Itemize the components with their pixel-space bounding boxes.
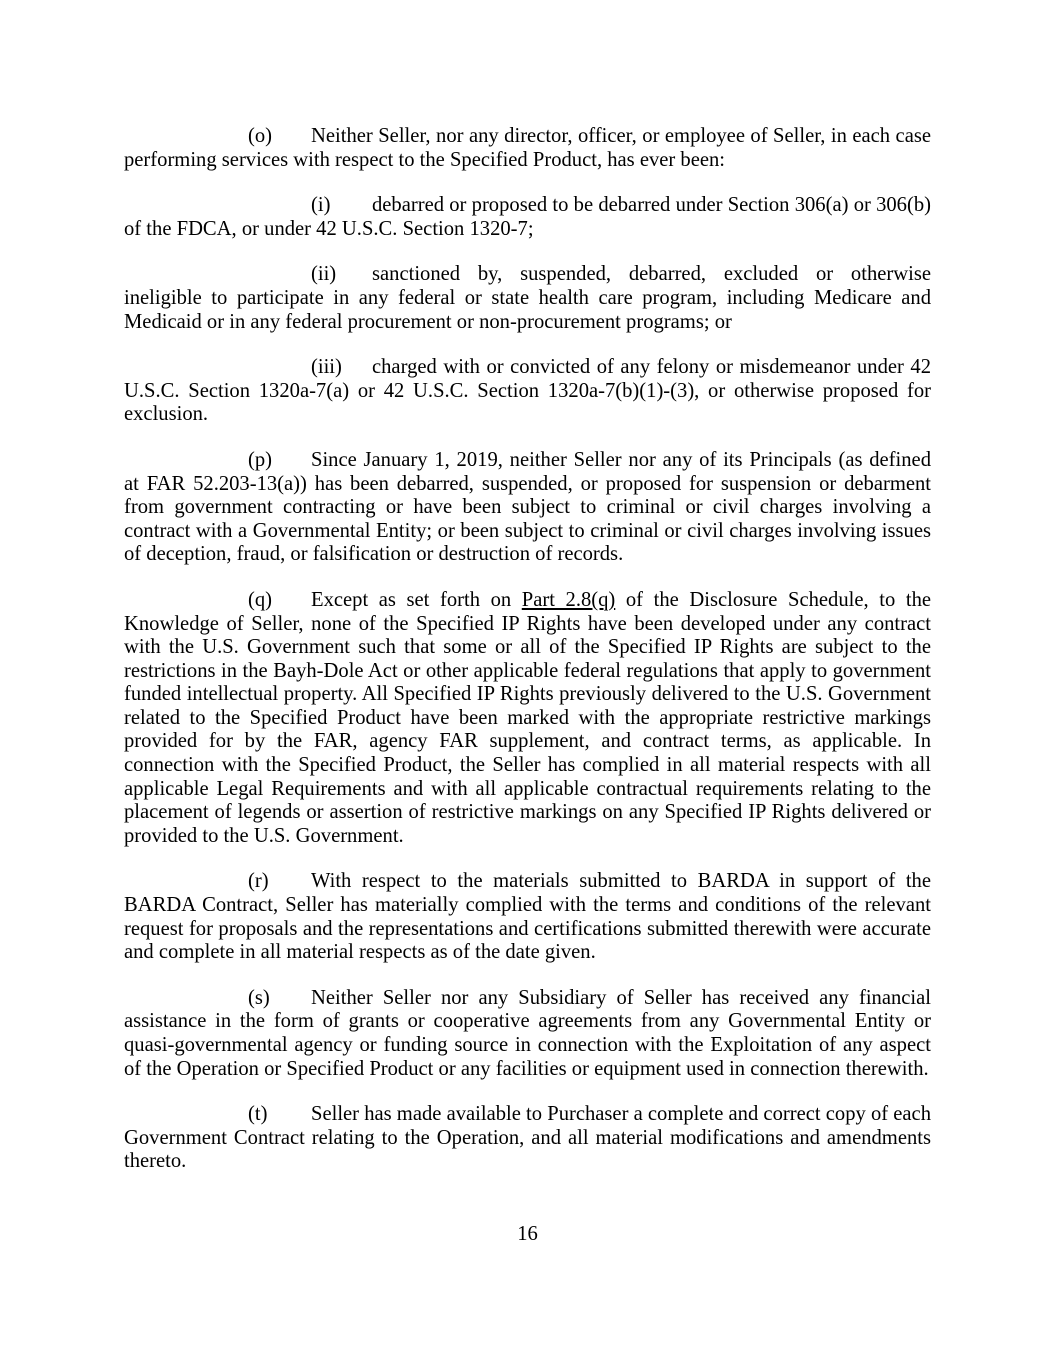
section-label: (t)	[248, 1103, 268, 1126]
document-body	[124, 125, 931, 1196]
section-label: (s)	[248, 986, 270, 1009]
section-text-after: of the Disclosure Schedule, to the Knowledge of Seller, none of the Specified IP Rights have been developed under any contract with the U.S. Government such that some or all of the Specified IP Rights are subject to the restrictions in the Bayh-Dole Act or other applicable federal regulations that apply to government funded intellectual property. All Specified IP Rights previously delivered to the U.S. Government related to the Specified Product have been marked with the appropriate restrictive markings provided for by the FAR, agency FAR supplement, and contract terms, as applicable. In connection with the Specified Product, the Seller has complied in all material respects with all applicable Legal Requirements and with all applicable contractual requirements relating to the placement of legends or assertion of restrictive markings on any Specified IP Rights delivered or provided to the U.S. Government.	[124, 588, 931, 847]
subsection-label: (iii)	[311, 356, 342, 379]
section-p	[124, 449, 931, 567]
section-text: Neither Seller, nor any director, officer, or employee of Seller, in each case performing services with respect to the Specified Product, has ever been:	[124, 125, 931, 171]
page-number: 16	[517, 1223, 538, 1245]
subsection-ii	[124, 263, 931, 334]
section-label: (p)	[248, 448, 273, 471]
subsection-text: debarred or proposed to be debarred under Section 306(a) or 306(b) of the FDCA, or under 42 U.S.C. Section 1320-7;	[124, 194, 931, 240]
subsection-i	[124, 194, 931, 241]
subsection-label: (i)	[311, 194, 331, 217]
subsection-iii	[124, 356, 931, 427]
section-text: Seller has made available to Purchaser a complete and correct copy of each Government Contract relating to the Operation, and all material modifications and amendments thereto.	[124, 1103, 931, 1173]
subsection-label: (ii)	[311, 263, 337, 286]
section-text: With respect to the materials submitted to BARDA in support of the BARDA Contract, Seller has materially complied with the terms and conditions of the relevant request for proposals and the representations and certifications submitted therewith were accurate and complete in all material respects as of the date given.	[124, 870, 931, 964]
section-q	[124, 589, 931, 849]
section-t	[124, 1103, 931, 1174]
section-label: (r)	[248, 870, 269, 893]
section-label: (o)	[248, 125, 273, 147]
section-r	[124, 870, 931, 964]
disclosure-schedule-reference: Part 2.8(q)	[521, 588, 616, 611]
section-text: Since January 1, 2019, neither Seller nor any of its Principals (as defined at FAR 52.203-13(a)) has been debarred, suspended, or proposed for suspension or debarment from government contracting or have been subject to criminal or civil charges involving a contract with a Governmental Entity; or been subject to criminal or civil charges involving issues of deception, fraud, or falsification or destruction of records.	[124, 448, 931, 566]
section-text-before: Except as set forth on	[311, 588, 522, 611]
section-o	[124, 125, 931, 172]
subsection-text: sanctioned by, suspended, debarred, excluded or otherwise ineligible to participate in any federal or state health care program, including Medicare and Medicaid or in any federal procurement or non-procurement programs; or	[124, 263, 931, 333]
section-label: (q)	[248, 588, 273, 611]
section-text: Neither Seller nor any Subsidiary of Seller has received any financial assistance in the form of grants or cooperative agreements from any Governmental Entity or quasi-governmental agency or funding source in connection with the Exploitation of any aspect of the Operation or Specified Product or any facilities or equipment used in connection therewith.	[124, 986, 931, 1080]
subsection-text: charged with or convicted of any felony or misdemeanor under 42 U.S.C. Section 1320a-7(a) or 42 U.S.C. Section 1320a-7(b)(1)-(3), or otherwise proposed for exclusion.	[124, 356, 931, 426]
section-s	[124, 987, 931, 1081]
